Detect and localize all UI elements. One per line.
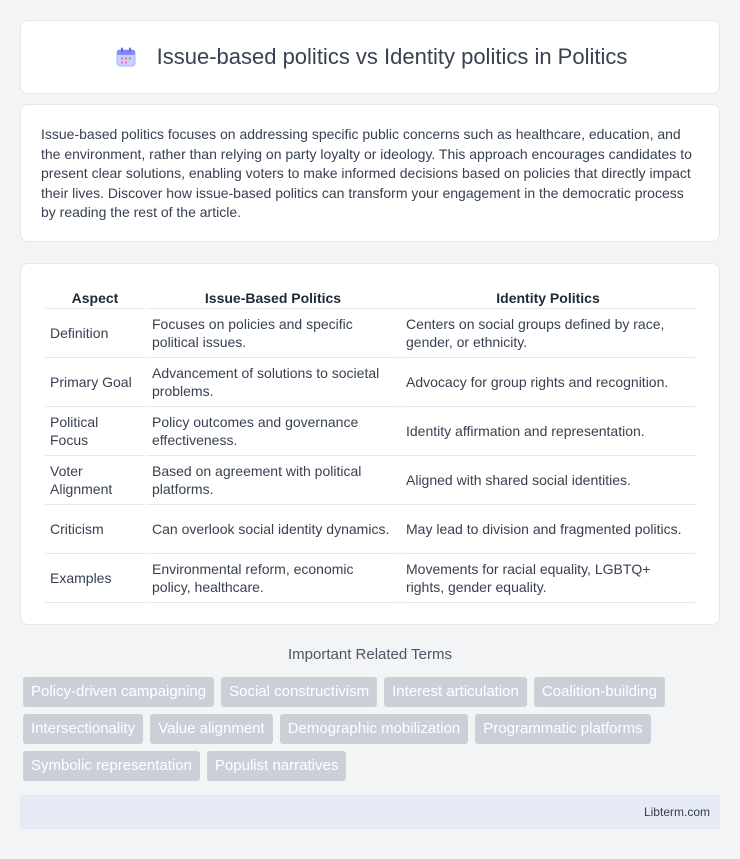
table-cell: Centers on social groups defined by race, gender, or ethnicity.: [401, 309, 695, 358]
table-cell: May lead to division and fragmented politics.: [401, 505, 695, 554]
table-cell: Definition: [45, 309, 145, 358]
table-cell: Political Focus: [45, 407, 145, 456]
related-term-tag[interactable]: Populist narratives: [207, 751, 346, 781]
related-terms-title: Important Related Terms: [288, 646, 452, 663]
table-cell: Identity affirmation and representation.: [401, 407, 695, 456]
table-cell: Examples: [45, 554, 145, 603]
intro-card: [20, 104, 720, 242]
table-row: [45, 358, 695, 407]
header-card: [20, 20, 720, 94]
comparison-table: [43, 284, 697, 603]
related-term-tag[interactable]: Programmatic platforms: [475, 714, 650, 744]
table-cell: Based on agreement with political platforms.: [147, 456, 399, 505]
related-term-tag[interactable]: Interest articulation: [384, 677, 527, 707]
table-cell: Voter Alignment: [45, 456, 145, 505]
footer: [20, 795, 720, 829]
table-cell: Advocacy for group rights and recognition.: [401, 358, 695, 407]
related-terms-list: [23, 677, 723, 781]
column-header-issue-based: Issue-Based Politics: [147, 284, 399, 309]
related-term-tag[interactable]: Policy-driven campaigning: [23, 677, 214, 707]
related-term-tag[interactable]: Intersectionality: [23, 714, 143, 744]
table-cell: Aligned with shared social identities.: [401, 456, 695, 505]
table-cell: Environmental reform, economic policy, healthcare.: [147, 554, 399, 603]
table-row: [45, 407, 695, 456]
table-row: [45, 505, 695, 554]
table-row: [45, 456, 695, 505]
table-header-row: [45, 284, 695, 309]
table-cell: Can overlook social identity dynamics.: [147, 505, 399, 554]
table-cell: Advancement of solutions to societal problems.: [147, 358, 399, 407]
column-header-identity: Identity Politics: [401, 284, 695, 309]
related-term-tag[interactable]: Social constructivism: [221, 677, 377, 707]
comparison-table-card: [20, 263, 720, 625]
intro-text: Issue-based politics focuses on addressing specific public concerns such as healthcare, education, and the environment, rather than relying on party loyalty or ideology. This approach encourages candidates to present clear solutions, enabling voters to make informed decisions based on policies that directly impact their lives. Discover how issue-based politics can transform your engagement in the democratic process by reading the rest of the article.: [41, 126, 692, 220]
table-row: [45, 554, 695, 603]
related-term-tag[interactable]: Coalition-building: [534, 677, 665, 707]
calendar-icon: [113, 44, 139, 70]
page-title: Issue-based politics vs Identity politics in Politics: [156, 44, 628, 69]
table-cell: Policy outcomes and governance effectiveness.: [147, 407, 399, 456]
table-cell: Movements for racial equality, LGBTQ+ rights, gender equality.: [401, 554, 695, 603]
related-term-tag[interactable]: Value alignment: [150, 714, 272, 744]
related-term-tag[interactable]: Symbolic representation: [23, 751, 200, 781]
table-row: [45, 309, 695, 358]
footer-brand-link[interactable]: Libterm.com: [643, 805, 710, 819]
related-term-tag[interactable]: Demographic mobilization: [280, 714, 469, 744]
column-header-aspect: Aspect: [45, 284, 145, 309]
table-cell: Primary Goal: [45, 358, 145, 407]
table-cell: Criticism: [45, 505, 145, 554]
table-cell: Focuses on policies and specific political issues.: [147, 309, 399, 358]
